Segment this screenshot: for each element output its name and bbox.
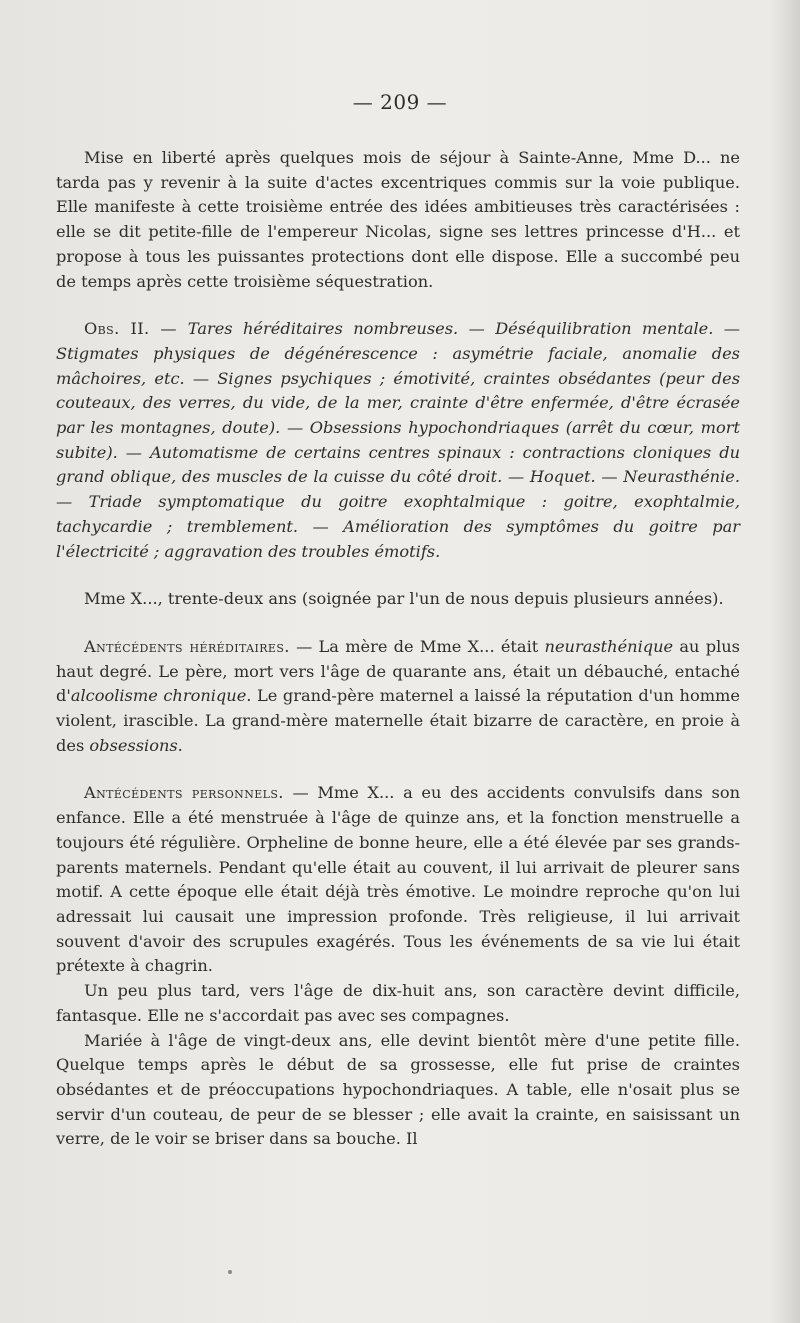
page-body xyxy=(56,146,740,1152)
observation-text: Tares héréditaires nombreuses. — Déséquilibration mentale. — Stigmates physiques de dégénérescence : asymétrie faciale, anomalie des mâchoires, etc. — Signes psychiques ; émotivité, craintes obsédantes (peur des couteaux, des verres, du vide, de la mer, crainte d'être enfermée, d'être écrasée par les montagnes, doute). — Obsessions hypochondriaques (arrêt du cœur, mort subite). — Automatisme de certains centres spinaux : contractions cloniques du grand oblique, des muscles de la cuisse du côté droit. — Hoquet. — Neurasthénie. — Triade symptomatique du goitre exophtalmique : goitre, exophtalmie, tachycardie ; tremblement. — Amélioration des symptômes du goitre par l'électricité ; aggravation des troubles émotifs. xyxy=(56,319,740,561)
ink-speck xyxy=(228,1270,232,1274)
page-edge-shadow xyxy=(770,0,800,1323)
observation-summary xyxy=(56,317,740,564)
paragraph-age-eighteen: Un peu plus tard, vers l'âge de dix-huit ans, son caractère devint difficile, fantasque. Elle ne s'accordait pas avec ses compagnes. xyxy=(56,981,740,1025)
paragraph-marriage: Mariée à l'âge de vingt-deux ans, elle devint bientôt mère d'une petite fille. Quelque temps après le début de sa grossesse, elle fut prise de craintes obsédantes et de préoccupations hypochondriaques. A table, elle n'osait plus se servir d'un couteau, de peur de se blesser ; elle avait la crainte, en saisissant un verre, de le voir se briser dans sa bouche. Il xyxy=(56,1030,740,1149)
hereditary-heading: Antécédents héréditaires. xyxy=(84,636,290,656)
observation-label: Obs. II. — xyxy=(84,319,188,339)
paragraph-mme-x-intro: Mme X..., trente-deux ans (soignée par l'un de nous depuis plusieurs années). xyxy=(84,589,724,609)
page-number: — 209 — xyxy=(352,90,448,114)
paragraph-personal-history: Antécédents personnels. — Mme X... a eu des accidents convulsifs dans son enfance. Elle a été menstruée à l'âge de quinze ans, et la fonction menstruelle a toujours été régulière. Orpheline de bonne heure, elle a été élevée par ses grands-parents maternels. Pendant qu'elle était au couvent, il lui arrivait de pleurer sans motif. A cette époque elle était déjà très émotive. Le moindre reproche qu'on lui adressait lui causait une impression profonde. Très religieuse, il lui arrivait souvent d'avoir des scrupules exagérés. Tous les événements de sa vie lui était prétexte à chagrin. xyxy=(56,783,740,976)
paragraph-mme-d: Mise en liberté après quelques mois de séjour à Sainte-Anne, Mme D... ne tarda pas y revenir à la suite d'actes excentriques commis sur la voie publique. Elle manifeste à cette troisième entrée des idées ambitieuses très caractérisées : elle se dit petite-fille de l'empereur Nicolas, signe ses lettres princesse d'H... et propose à tous les puissantes protections dont elle dispose. Elle a succombé peu de temps après cette troisième séquestration. xyxy=(56,148,740,291)
personal-heading: Antécédents personnels. xyxy=(84,783,284,803)
paragraph-hereditary-history: Antécédents héréditaires. — La mère de Mme X... était neurasthénique au plus haut degré. Le père, mort vers l'âge de quarante ans, était un débauché, entaché d'alcoolisme chronique. Le grand-père maternel a laissé la réputation d'un homme violent, irascible. La grand-mère maternelle était bizarre de caractère, en proie à des obsessions. xyxy=(56,636,740,755)
